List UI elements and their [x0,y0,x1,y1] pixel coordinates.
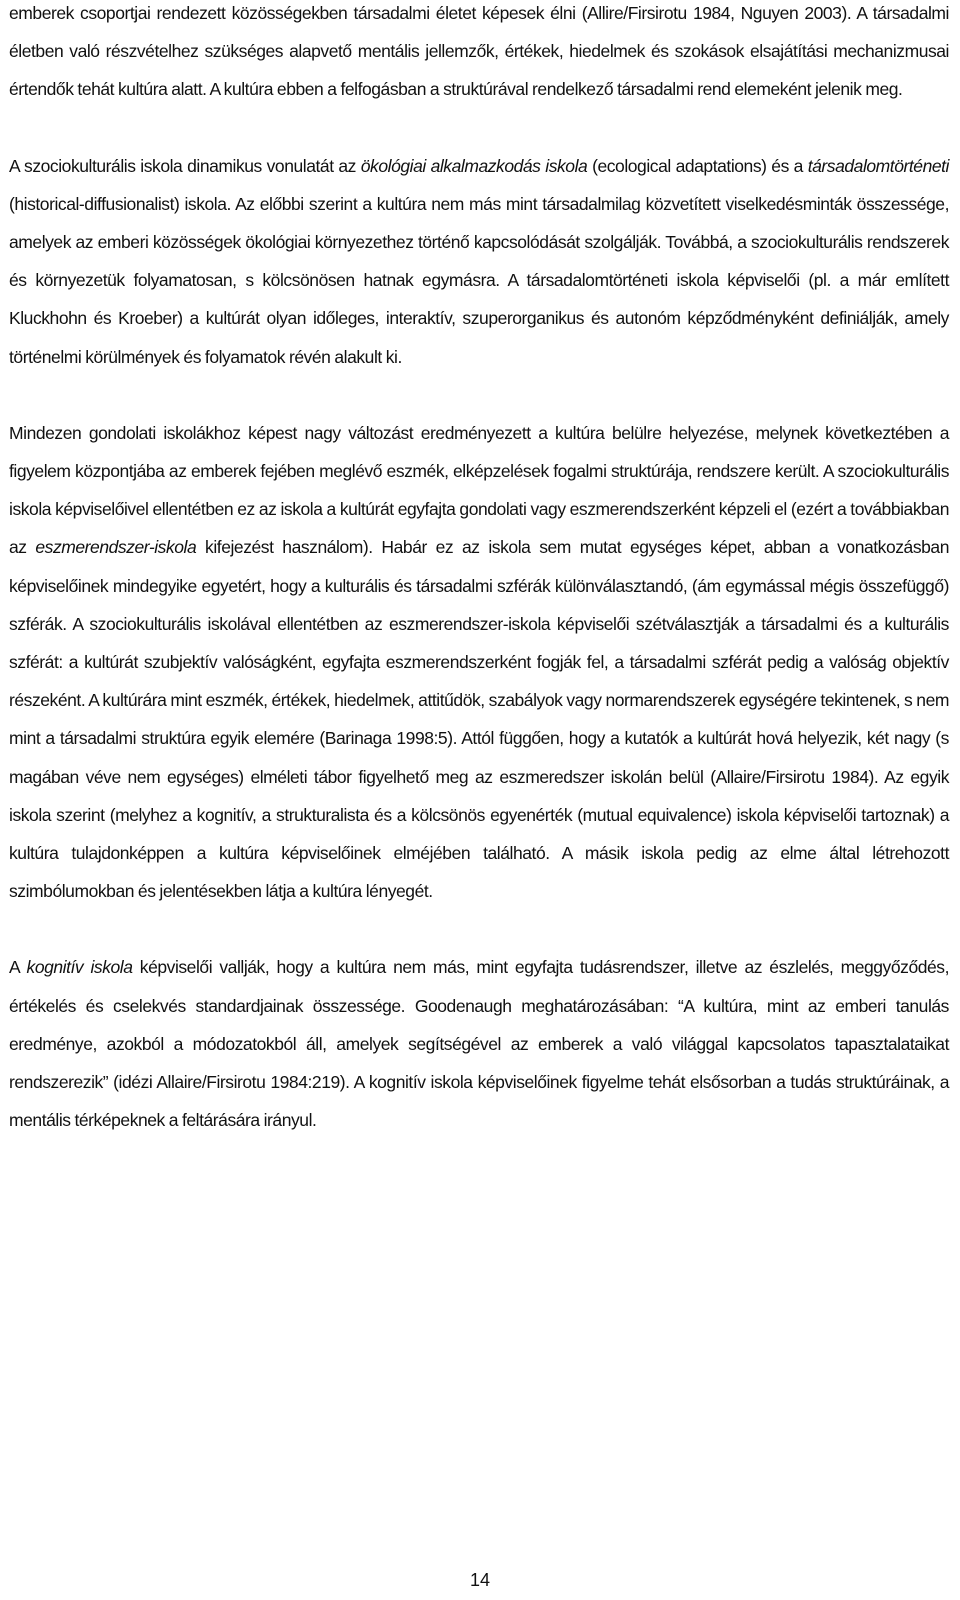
paragraph-4-text-b: képviselői vallják, hogy a kultúra nem más, mint egyfajta tudásrendszer, illetve az észlelés, meggyőződés, értékelés és cselekvés standardjainak összessége. Goodenaugh meghatározásában: “A kultúra, mint az emberi tanulás eredménye, azokból a módozatokból áll, amelyek segítségével az emberek a való világgal kapcsolatos tapasztalataikat rendszerezik” (idézi Allaire/Firsirotu 1984:219). A kognitív iskola képviselőinek figyelme tehát elsősorban a tudás struktúráinak, a mentális térképeknek a feltárására irányul. [9,957,950,1131]
page-number: 14 [469,1570,491,1590]
paragraph-1-text: emberek csoportjai rendezett közösségekben társadalmi életet képesek élni (Allire/Firsirotu 1984, Nguyen 2003). A társadalmi életben való részvételhez szükséges alapvető mentális jellemzők, értékek, hiedelmek és szokások elsajátítási mechanizmusai értendők tehát kultúra alatt. A kultúra ebben a felfogásban a struktúrával rendelkező társadalmi rend elemeként jelenik meg. [9,3,949,100]
paragraph-2 [9,147,949,376]
paragraph-2-text-b: (ecological adaptations) és a [587,155,808,176]
paragraph-4 [9,948,949,1139]
paragraph-4-text-a: A [9,957,27,978]
paragraph-3 [9,414,949,911]
paragraph-2-italic-term-historical: társadalomtörténeti [807,155,949,176]
paragraph-3-text-a: Mindezen gondolati iskolákhoz képest nagy változást eredményezett a kultúra belülre helyezése, melynek következtében a figyelem központjába az emberek fejében meglévő eszmék, elképzelések fogalmi struktúrája, rendszere került. A szociokulturális iskola képviselőivel ellentétben ez az iskola a kultúrát egyfajta gondolati vagy eszmerendszerként képzeli el (ezért a továbbiakban az [9,422,949,558]
paragraph-2-text-c: (historical-diffusionalist) iskola. Az előbbi szerint a kultúra nem más mint társadalmilag közvetített viselkedésminták összessége, amelyek az emberi közösségek ökológiai környezethez történő kapcsolódását szolgálják. Továbbá, a szociokulturális rendszerek és környezetük folyamatosan, s kölcsönösen hatnak egymásra. A társadalomtörténeti iskola képviselői (pl. a már említett Kluckhohn és Kroeber) a kultúrát olyan időleges, interaktív, szuperorganikus és autonóm képződményként definiálják, amely történelmi körülmények és folyamatok révén alakult ki. [9,193,949,367]
paragraph-1 [9,0,949,109]
document-page [9,0,949,1139]
paragraph-2-italic-term-ecological: ökológiai alkalmazkodás iskola [360,155,588,176]
paragraph-4-italic-term: kognitív iskola [26,957,133,978]
paragraph-3-italic-term: eszmerendszer-iskola [35,537,197,558]
paragraph-2-text-a: A szociokulturális iskola dinamikus vonulatát az [9,155,361,176]
paragraph-3-text-b: kifejezést használom). Habár ez az iskola sem mutat egységes képet, abban a vonatkozásban képviselőinek mindegyike egyetért, hogy a kulturális és társadalmi szférák különválasztandó, (ám egymással mégis összefüggő) szférák. A szociokulturális iskolával ellentétben az eszmerendszer-iskola képviselői szétválasztják a társadalmi és a kulturális szférát: a kultúrát szubjektív valóságként, egyfajta eszmerendszerként fogják fel, a társadalmi szférát pedig a valóság objektív részeként. A kultúrára mint eszmék, értékek, hiedelmek, attitűdök, szabályok vagy normarendszerek egységére tekintenek, s nem mint a társadalmi struktúra egyik elemére (Barinaga 1998:5). Attól függően, hogy a kutatók a kultúrát hová helyezik, két nagy (s magában véve nem egységes) elméleti tábor figyelhető meg az eszmeredszer iskolán belül (Allaire/Firsirotu 1984). Az egyik iskola szerint (melyhez a kognitív, a strukturalista és a kölcsönös egyenérték (mutual equivalence) iskola képviselői tartoznak) a kultúra tulajdonképpen a kultúra képviselőinek elméjében található. A másik iskola pedig az elme által létrehozott szimbólumokban és jelentésekben látja a kultúra lényegét. [9,537,949,902]
